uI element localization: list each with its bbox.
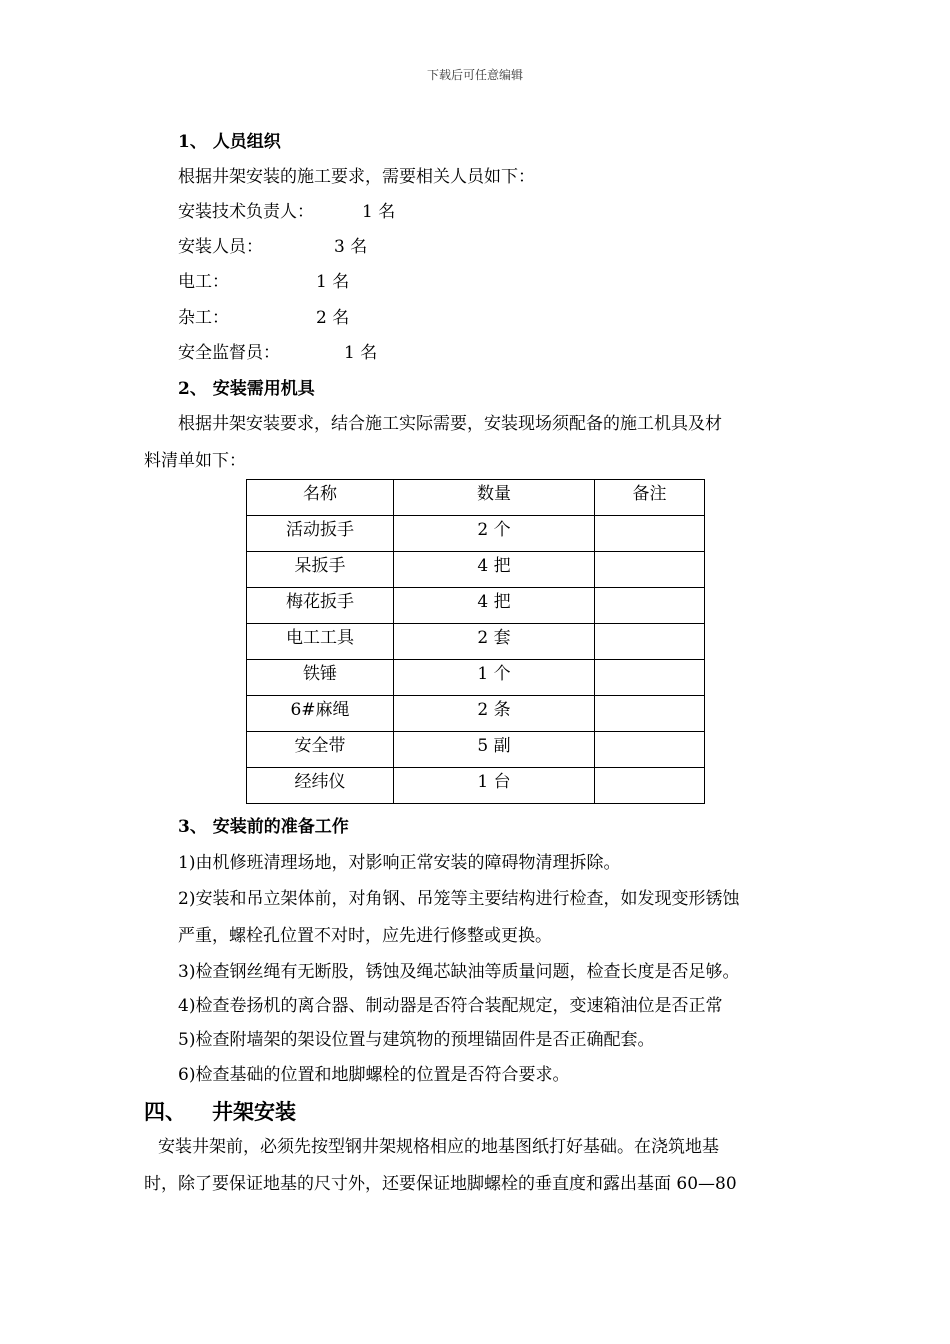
table-cell-quantity: 1 台 [394, 768, 595, 804]
prep-item: 严重，螺栓孔位置不对时，应先进行修整或更换。 [178, 926, 552, 946]
table-cell-quantity: 1 个 [394, 660, 595, 696]
table-cell-name: 电工工具 [247, 624, 394, 660]
section4-para-line1: 安装井架前，必须先按型钢井架规格相应的地基图纸打好基础。在浇筑地基 [158, 1137, 719, 1157]
staff-count: 2 名 [316, 308, 350, 328]
table-cell-name: 梅花扳手 [247, 588, 394, 624]
table-header-quantity: 数量 [394, 480, 595, 516]
table-cell-remarks [595, 660, 705, 696]
table-cell-quantity: 4 把 [394, 588, 595, 624]
staff-count: 3 名 [334, 237, 368, 257]
table-cell-remarks [595, 624, 705, 660]
table-cell-quantity: 2 套 [394, 624, 595, 660]
section2-intro-line1: 根据井架安装要求，结合施工实际需要，安装现场须配备的施工机具及材 [178, 414, 722, 434]
table-cell-quantity: 4 把 [394, 552, 595, 588]
staff-role: 安装技术负责人： [178, 202, 314, 222]
table-row [247, 768, 705, 804]
staff-count: 1 名 [316, 272, 350, 292]
prep-item: 1)由机修班清理场地，对影响正常安装的障碍物清理拆除。 [178, 853, 621, 873]
table-row [247, 552, 705, 588]
table-cell-quantity: 2 条 [394, 696, 595, 732]
table-cell-quantity: 5 副 [394, 732, 595, 768]
table-cell-name: 铁锤 [247, 660, 394, 696]
table-cell-remarks [595, 552, 705, 588]
table-header-remarks: 备注 [595, 480, 705, 516]
table-row [247, 696, 705, 732]
tools-table [246, 479, 705, 804]
header-note: 下载后可任意编辑 [426, 68, 523, 82]
table-cell-name: 活动扳手 [247, 516, 394, 552]
table-header-name: 名称 [247, 480, 394, 516]
section4-para-line2: 时，除了要保证地基的尺寸外，还要保证地脚螺栓的垂直度和露出基面 60—80 [144, 1174, 737, 1194]
staff-role: 安装人员： [178, 237, 263, 257]
table-cell-name: 6#麻绳 [247, 696, 394, 732]
prep-item: 2)安装和吊立架体前，对角钢、吊笼等主要结构进行检查，如发现变形锈蚀 [178, 889, 740, 909]
table-row [247, 660, 705, 696]
table-cell-quantity: 2 个 [394, 516, 595, 552]
table-cell-name: 呆扳手 [247, 552, 394, 588]
table-cell-remarks [595, 732, 705, 768]
section2-heading: 2、 安装需用机具 [178, 379, 315, 399]
table-row [247, 516, 705, 552]
table-cell-remarks [595, 768, 705, 804]
staff-role: 安全监督员： [178, 343, 280, 363]
table-cell-name: 安全带 [247, 732, 394, 768]
staff-role: 杂工： [178, 308, 229, 328]
prep-item: 3)检查钢丝绳有无断股，锈蚀及绳芯缺油等质量问题，检查长度是否足够。 [178, 962, 740, 982]
staff-role: 电工： [178, 272, 229, 292]
table-row [247, 624, 705, 660]
table-cell-remarks [595, 696, 705, 732]
staff-count: 1 名 [362, 202, 396, 222]
table-cell-remarks [595, 516, 705, 552]
table-header-row [247, 480, 705, 516]
section1-intro: 根据井架安装的施工要求，需要相关人员如下： [178, 167, 535, 187]
section3-heading: 3、 安装前的准备工作 [178, 817, 349, 837]
prep-item: 6)检查基础的位置和地脚螺栓的位置是否符合要求。 [178, 1065, 570, 1085]
prep-item: 5)检查附墙架的架设位置与建筑物的预埋锚固件是否正确配套。 [178, 1030, 655, 1050]
section2-intro-line2: 料清单如下： [144, 451, 246, 471]
table-cell-name: 经纬仪 [247, 768, 394, 804]
staff-count: 1 名 [344, 343, 378, 363]
table-row [247, 732, 705, 768]
table-cell-remarks [595, 588, 705, 624]
section1-heading: 1、 人员组织 [178, 132, 281, 152]
section4-heading-number: 四、 [144, 1099, 186, 1124]
section4-heading-text: 井架安装 [212, 1099, 296, 1124]
table-row [247, 588, 705, 624]
prep-item: 4)检查卷扬机的离合器、制动器是否符合装配规定，变速箱油位是否正常 [178, 996, 723, 1016]
